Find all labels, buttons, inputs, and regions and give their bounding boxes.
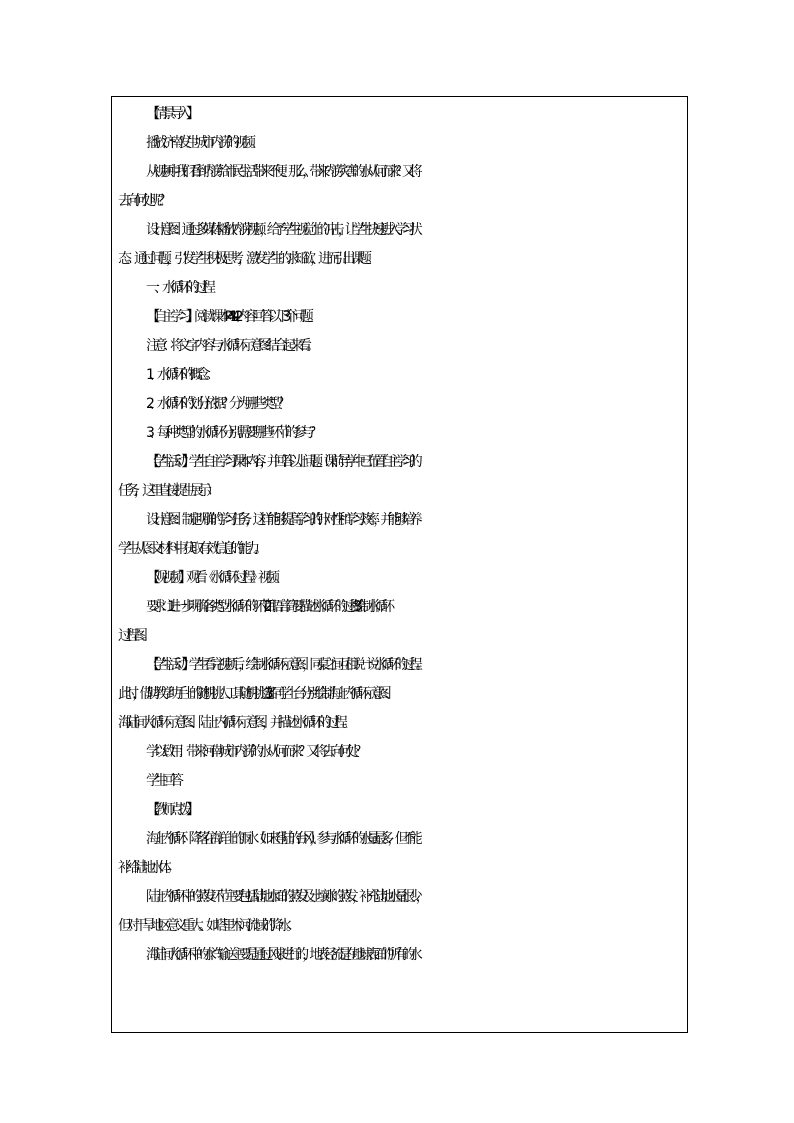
section-heading-water-cycle-process: 一、水循环的过程 bbox=[146, 280, 210, 296]
paragraph: 从视频中我们看到内涝给市民生活带来不便。那么，带来内涝灾害的水从何而来？又将 bbox=[146, 164, 416, 180]
paragraph-continuation: 态。通过问题，引发学生积极思考，激发学生的求知欲，进而引出课题。 bbox=[118, 251, 374, 267]
paragraph-continuation: 补给陆地水体。 bbox=[118, 860, 174, 876]
student-activity-paragraph: 【学生活动】学生看完视频后，绘制水循环示意图，同桌之间互相说一说水循环的过程。 bbox=[146, 657, 423, 673]
student-answer-paragraph: 学生回答 bbox=[146, 773, 178, 789]
question-item: 1、水循环的概念。 bbox=[146, 367, 213, 383]
design-intent-paragraph: 设计意图：制定明确的学习任务，这样能够提高学习的针对性和学习效率，并能够培养 bbox=[146, 512, 416, 528]
paragraph-continuation: 但对干旱地区意义重大。如塔里木河流域的降水。 bbox=[118, 918, 294, 934]
paragraph-continuation: 海陆间大循环示意图、陆上内循环示意图，并描述水循环的过程。 bbox=[118, 715, 350, 731]
sea-land-cycle-paragraph: 海陆间大循环中的水汽输送主要是通过风来进行的，地表径流是在地球表面的所有的水 bbox=[146, 947, 416, 963]
question-item: 3、每种类型的水循环分别需要哪些环节的参与？ bbox=[146, 425, 317, 441]
design-intent-paragraph: 设计意图：通过多媒体播放内涝视频，给予学生视觉上的冲击，让学生快速进入学习状 bbox=[146, 222, 416, 238]
land-inner-cycle-paragraph: 陆上内循环中的蒸发环节主要包括陆地水面的蒸发及土壤水的蒸发，补充陆地水量很少， bbox=[146, 889, 423, 905]
paragraph-continuation: 任务，这里直接提生展示） bbox=[118, 483, 214, 499]
paragraph-continuation: 去向何处呢？ bbox=[118, 193, 166, 209]
section-heading-teacher-guidance: 【教师点拨】 bbox=[146, 802, 194, 818]
paragraph-continuation: 过程图。 bbox=[118, 628, 150, 644]
requirements-paragraph: 要求：1.进一步明确各类型水循环的环节 2.用语言简要描述水循环的过程 3.绘制水循环 bbox=[146, 599, 389, 615]
apply-paragraph: 学以致用：带来河南城市内涝的水从何而来？又将去向何处？ bbox=[146, 744, 362, 760]
watch-video-paragraph: 【观视频】观看《水循环过程》视频。 bbox=[146, 570, 282, 586]
paragraph: 播放济南发生城市内涝的视频。 bbox=[146, 135, 258, 151]
student-activity-paragraph: 【学生活动】学生自主学习课本内容，并回答以上问题。（课前导学中已布置自主学习的 bbox=[146, 454, 416, 470]
question-item: 2、水循环的划分依据？分为哪些类型？ bbox=[146, 396, 285, 412]
section-heading-scene-intro: 【情景导入】 bbox=[146, 106, 194, 122]
paragraph-continuation: 学生从图文材料中获取有效信息的能力。 bbox=[118, 541, 262, 557]
paragraph-continuation: 此时，借助教学助手上的随机挑人工具随机挑选 3 名同学上台分别绘制海上内循环示意图、 bbox=[118, 686, 393, 702]
sea-inner-cycle-paragraph: 海上内循环：降落在海洋上的雨水（如未登陆的台风），参与水循环的水量最多，但不能 bbox=[146, 831, 416, 847]
note-paragraph: 注意：将文字内容与水循环示意图结合起来看。 bbox=[146, 338, 314, 354]
self-study-paragraph: 【自主学习】阅读课本 P41-42 内容回答以下 3 个问题。 bbox=[146, 309, 316, 325]
document-body bbox=[118, 100, 686, 970]
